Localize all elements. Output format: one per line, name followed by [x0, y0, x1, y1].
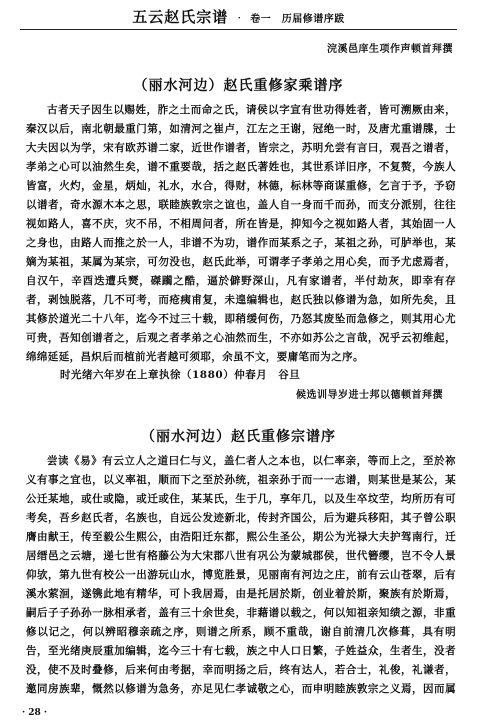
preface2-title: （丽水河边）赵氏重修宗谱序	[141, 429, 336, 445]
preface1-date: 时光绪六年岁在上章执徐（1880）仲春月 谷旦	[60, 369, 301, 381]
preface2-paragraph: 尝读《易》有云立人之道曰仁与义，盖仁者人之本也，以仁率亲，等而上之，至於祢义有事之宜也，以义率祖，顺而下之至於孙统，祖亲孙于而一一志谱，则某世是某公，某公迁某地，或仕或隐，或迁或住，某某氏，生于几，享年几，以及生卒坟茔，均所历有可考矣，吾乡赵氏者，名族也，自远公发迹新北，传封齐国公，后为避兵移阳，其子曾公职膺由献王，传至毅公生熙公，由浩阳迁东都，熙公生圣公，期公为光禄大夫护驾南行，迁居缙邑之云塘，递七世有格藤公为大宋郡八世有巩公为蒙城郡侯，世代簪缨，岂不令人景仰欤，第九世有校公一出游玩山水，博览胜景，见丽南有河边之庄，前有云山苍翠，后有溪水萦洄，遂镌此地有精华，可卜我居焉，由是托居於斯，创业着於斯，聚族有於斯焉，嗣后子子孙孙一脉相承者，盖有三十余世矣，非藉谱以载之，何以知祖亲知绩之源，非重修以记之，何以辨昭穆亲疏之序，则谱之所系，顾不重哉，谢自前清几次修葺，具有明告，至光绪庚辰重加编辑，迄今三十有七载，族之中人口日繁，子姓益众，生者生，没者没，使不及时叠修，后来何由考据，幸而明扬之后，终有达人，若合士，礼俊，礼谦者，邀同房族辈，慨然以修谱为急务，亦足见仁孝诚敬之心，而申明睦族敦宗之义焉，因而属	[26, 455, 456, 695]
preface1-paragraph: 古者天子因生以赐姓，胙之土而命之氏，请侯以字宣有世功得姓者，皆可溯厥由来，秦汉以后，南北朝最重门第，如清河之崔卢，江左之王谢，冠绝一时，及唐尤重谱牒，士大夫因以为学，宋有欧苏谱二家，近世作谱者，皆宗之，苏明允尝有言曰，观吾之谱者，孝弟之心可以油然生矣，谱不重要哉，括之赵氏著姓也，其世系详旧序，不复赘，今族人皆富，火灼，金星，炳灿，礼水，水合，得财，林德，标林等商谋重修，乞言于予，予窃以谱者，奇水源木本之思，联睦族敦宗之谊也，盖人自一身而千而孙，而支分派别，往往视如路人，喜不庆，灾不吊，不相周问者，所在皆是，抑知今之视如路人者，其始固一人之身也，由路人而推之於一人，非谱不为功，谱作而某系之子，某祖之孙，可胪举也，某嫡为某祖，某属为某宗，可勿没也，赵氏此举，可谓孝子孝弟之用心矣，而予尤虑焉者，自汉午，辛酉迭遭兵燹，磔躏之酷，逼於僻野深山，凡有家谱者，半付劫灰，即幸有存者，剥蚀脱落，几不可考，而疮痍甫复，未遑编辑也，赵氏独以修谱为急，如所先矣，且其修於道光二十八年，迄今不过三十载，即稍缓何伤，乃怒其废坠而急修之，则其用心尤可贵，吾知创谱者之，后观之者孝弟之心油然而生，不亦如苏公之言哉，况乎云初维起，绵绵延延，昌炽后而植前光者越可须耶，余虽不文，要庸笔而为之序。	[26, 104, 456, 363]
preface1-title: （丽水河边）赵氏重修家乘谱序	[133, 78, 344, 94]
page-header	[0, 6, 477, 28]
preface2-body	[26, 452, 456, 702]
book-title: 五云赵氏宗谱	[132, 8, 229, 26]
page-number: · 28 ·	[22, 708, 48, 718]
header-rule	[20, 29, 457, 30]
preface2-byline: 候选训导岁进士邦以德顿首拜撰	[296, 390, 443, 401]
preface1-byline: 浣溪邑庠生项作声顿首拜撰	[327, 44, 453, 55]
header-separator: ·	[237, 11, 242, 25]
preface1-body	[26, 101, 456, 363]
section-title: 卷一 历届修谱序跋	[250, 14, 345, 25]
